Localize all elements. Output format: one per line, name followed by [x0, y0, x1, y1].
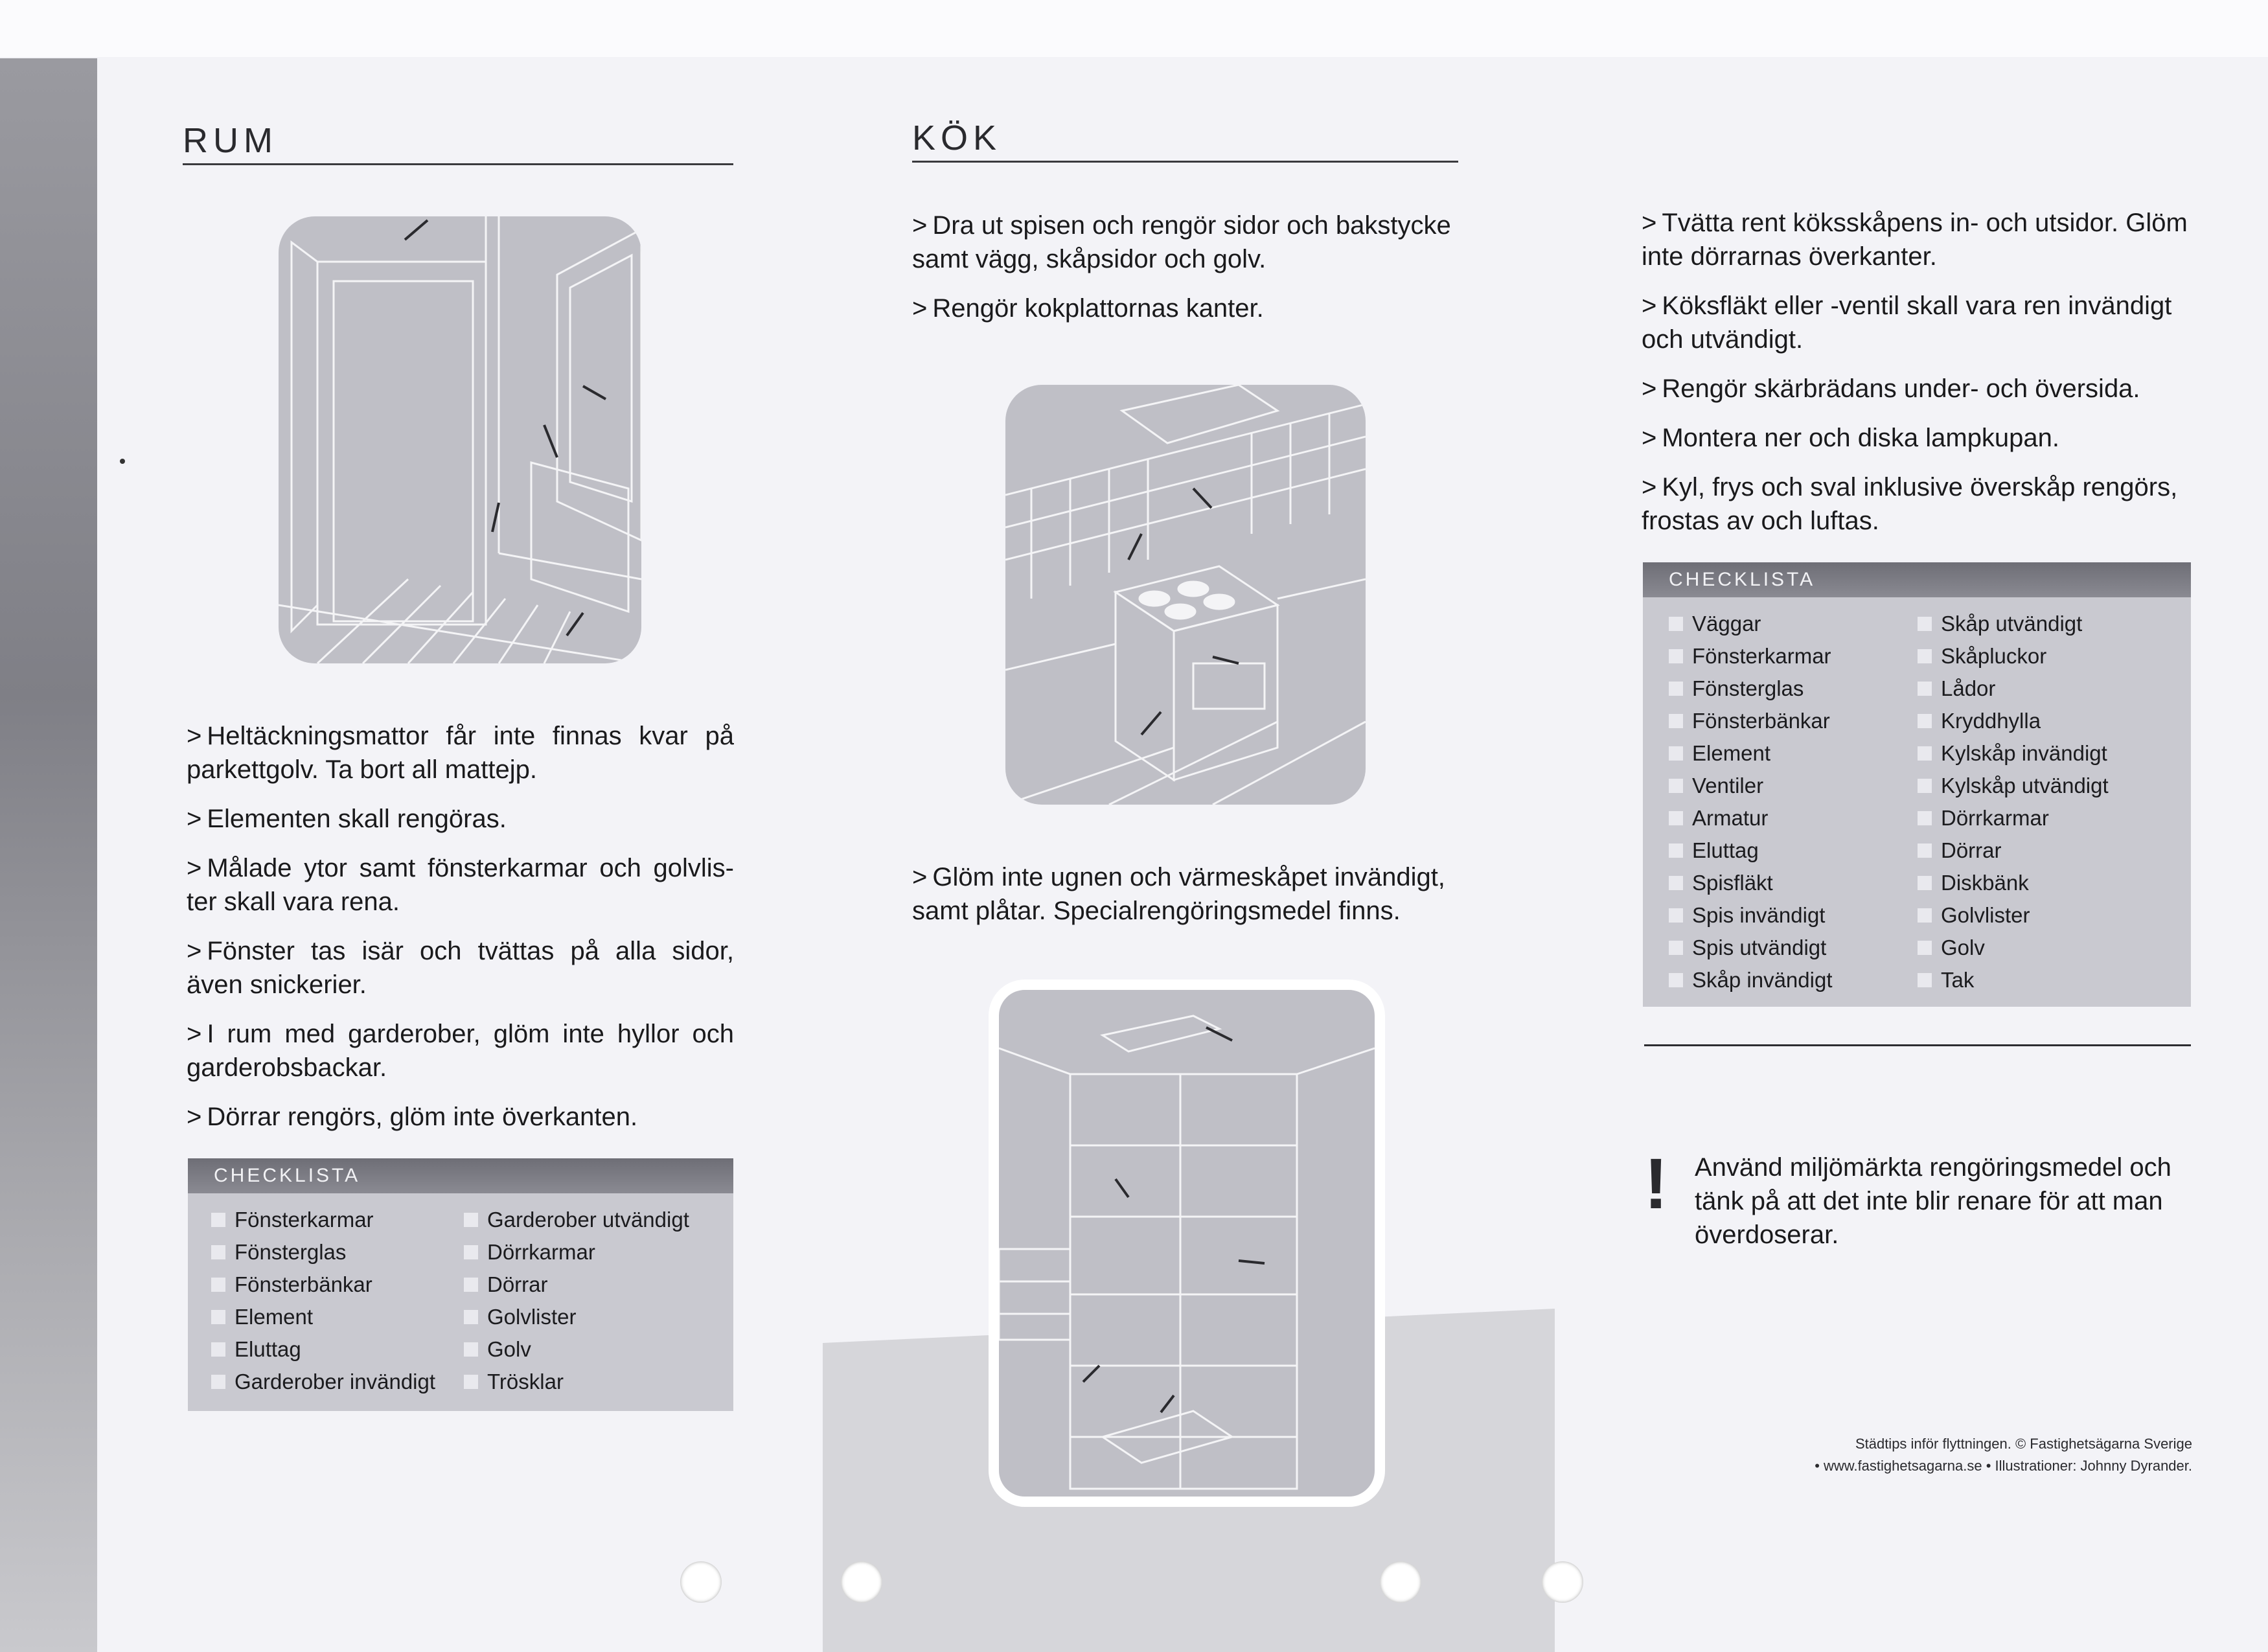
rum-bullet [187, 719, 734, 786]
checklist-label: Golv [487, 1337, 531, 1361]
checklist-item[interactable] [1669, 640, 1918, 672]
checkbox[interactable] [1669, 876, 1683, 890]
bullet-marker: > [1642, 292, 1657, 320]
right-bullet [1642, 421, 2191, 455]
bullet-text: Glöm inte ugnen och värmeskåpet invändigt, samt plåtar. Specialrengöringsmedel finns. [912, 863, 1445, 925]
checklist-label: Spis invändigt [1692, 903, 1826, 927]
checklist-label: Dörrkarmar [487, 1240, 595, 1264]
checkbox[interactable] [464, 1278, 478, 1292]
checklist-label: Garderober invändigt [235, 1370, 436, 1394]
checklist-label: Skåpluckor [1941, 644, 2047, 668]
bullet-text: Köksfläkt eller -ventil skall vara ren invändigt och utvändigt. [1642, 292, 2172, 354]
kok-heading: KÖK [912, 118, 1458, 163]
stray-mark [120, 459, 125, 464]
checkbox[interactable] [1669, 908, 1683, 923]
checkbox[interactable] [1918, 714, 1932, 728]
checklist-column-left [211, 1204, 464, 1398]
checklist-item[interactable] [1918, 705, 2109, 737]
checklist-label: Lådor [1941, 676, 1996, 700]
checkbox[interactable] [1669, 617, 1683, 631]
checklist-label: Skåp utvändigt [1941, 612, 2083, 636]
checklist-item[interactable] [1918, 932, 2109, 964]
kok-bullet [912, 860, 1460, 928]
rum-bullet [187, 802, 734, 836]
checklist-item[interactable] [464, 1204, 689, 1236]
checklist-label: Golvlister [1941, 903, 2030, 927]
checklist-label: Dörrar [487, 1272, 548, 1296]
left-edge-band [0, 58, 97, 1652]
checklist-label: Skåp invändigt [1692, 968, 1833, 992]
stove-drawing [1005, 385, 1366, 805]
exclamation-icon: ! [1644, 1144, 1668, 1224]
checklist-item[interactable] [1669, 770, 1918, 802]
checkbox[interactable] [1669, 843, 1683, 858]
right-bullet [1642, 372, 2191, 406]
checklist-label: Element [1692, 741, 1771, 765]
checklist-label: Golvlister [487, 1305, 577, 1329]
checkbox[interactable] [1669, 649, 1683, 663]
checkbox[interactable] [1669, 714, 1683, 728]
checklist-label: Väggar [1692, 612, 1761, 636]
checkbox[interactable] [464, 1213, 478, 1227]
checkbox[interactable] [1669, 941, 1683, 955]
bullet-marker: > [187, 937, 202, 965]
bullet-marker: > [187, 722, 202, 750]
checklist-column-left [1669, 608, 1918, 996]
bullet-marker: > [1642, 473, 1657, 501]
checkbox[interactable] [464, 1245, 478, 1259]
checklist-item[interactable] [1669, 737, 1918, 770]
checklist-item[interactable] [211, 1333, 464, 1366]
checkbox[interactable] [1918, 843, 1932, 858]
checkbox[interactable] [1918, 649, 1932, 663]
checklist-item[interactable] [1918, 672, 2109, 705]
rum-heading: RUM [183, 120, 733, 165]
checklist-label: Trösklar [487, 1370, 564, 1394]
checkbox[interactable] [1918, 811, 1932, 825]
right-bullet-list [1642, 206, 2191, 553]
checklist-item[interactable] [1669, 867, 1918, 899]
environment-note: Använd miljömärkta rengöringsmedel och tänk på att det inte blir renare för att man överdoserar. [1695, 1153, 2171, 1249]
checkbox[interactable] [211, 1342, 225, 1357]
bullet-text: Tvätta rent köksskåpens in- och utsidor. Glöm inte dörrarnas överkanter. [1642, 209, 2188, 271]
right-bullet [1642, 470, 2191, 538]
binder-hole [680, 1561, 722, 1603]
bullet-text: Rengör skärbrädans under- och översida. [1662, 374, 2140, 403]
checklist-column-right [464, 1204, 689, 1398]
checklist-label: Spis utvändigt [1692, 935, 1827, 959]
checkbox[interactable] [1669, 973, 1683, 987]
checkbox[interactable] [1918, 941, 1932, 955]
checklist-title: CHECKLISTA [188, 1158, 733, 1193]
bullet-marker: > [1642, 209, 1657, 237]
bullet-marker: > [187, 854, 202, 882]
checklist-label: Fönsterkarmar [1692, 644, 1831, 668]
bullet-marker: > [187, 805, 202, 833]
stove-illustration [1005, 385, 1366, 805]
checklist-label: Tak [1941, 968, 1975, 992]
checkbox[interactable] [1918, 908, 1932, 923]
checklist-label: Fönsterbänkar [235, 1272, 372, 1296]
credit-line: Städtips inför flyttningen. © Fastighetsägarna Sverige [1855, 1436, 2192, 1452]
checklist-label: Fönsterkarmar [235, 1208, 374, 1232]
checkbox[interactable] [1918, 973, 1932, 987]
right-bullet [1642, 206, 2191, 273]
bullet-text: Målade ytor samt fönsterkarmar och golvlis-ter skall vara rena. [187, 854, 734, 916]
binder-hole [1380, 1561, 1421, 1603]
checklist-item[interactable] [211, 1366, 464, 1398]
checklist-item[interactable] [1918, 737, 2109, 770]
bullet-text: Kyl, frys och sval inklusive överskåp rengörs, frostas av och luftas. [1642, 473, 2178, 535]
checklist-item[interactable] [1918, 867, 2109, 899]
checklist-label: Kryddhylla [1941, 709, 2041, 733]
checklist-item[interactable] [464, 1333, 689, 1366]
checklist-item[interactable] [1918, 608, 2109, 640]
checklist-item[interactable] [211, 1301, 464, 1333]
checkbox[interactable] [1669, 811, 1683, 825]
checkbox[interactable] [1669, 746, 1683, 761]
checkbox[interactable] [464, 1375, 478, 1389]
credit-line: • www.fastighetsagarna.se • Illustrationer: Johnny Dyrander. [1815, 1458, 2192, 1474]
bullet-text: Montera ner och diska lampkupan. [1662, 424, 2060, 452]
credits [1620, 1433, 2192, 1477]
kok-bullet [912, 209, 1460, 276]
bullet-marker: > [1642, 424, 1657, 452]
checklist-item[interactable] [211, 1236, 464, 1268]
checklist-label: Dörrar [1941, 838, 2002, 862]
fridge-illustration [989, 980, 1385, 1507]
bullet-text: Dra ut spisen och rengör sidor och bakstycke samt vägg, skåpsidor och golv. [912, 211, 1451, 273]
checklist-label: Garderober utvändigt [487, 1208, 689, 1232]
checklist-item[interactable] [1669, 932, 1918, 964]
checkbox[interactable] [1918, 617, 1932, 631]
checklist-label: Fönsterglas [235, 1240, 347, 1264]
rum-bullet [187, 1017, 734, 1084]
kok-bullet-list-mid [912, 860, 1460, 943]
checklist-item[interactable] [1669, 899, 1918, 932]
checklist-item[interactable] [1669, 802, 1918, 834]
checklist-item[interactable] [1918, 640, 2109, 672]
bullet-text: Fönster tas isär och tvättas på alla sidor, även snickerier. [187, 937, 734, 999]
rum-bullet [187, 851, 734, 919]
bullet-text: Dörrar rengörs, glöm inte överkanten. [207, 1103, 638, 1131]
checkbox[interactable] [1918, 746, 1932, 761]
checkbox[interactable] [1669, 779, 1683, 793]
bullet-marker: > [187, 1020, 202, 1048]
checkbox[interactable] [211, 1278, 225, 1292]
fridge-drawing [999, 990, 1375, 1497]
checkbox[interactable] [1918, 779, 1932, 793]
checkbox[interactable] [1918, 876, 1932, 890]
rum-bullet-list [187, 719, 734, 1149]
bullet-marker: > [912, 863, 928, 891]
checklist-item[interactable] [464, 1301, 689, 1333]
checklist-label: Eluttag [235, 1337, 301, 1361]
page-top-margin [0, 0, 2268, 57]
kok-checklist [1643, 562, 2191, 1007]
kok-bullet-list-top [912, 209, 1460, 341]
checkbox[interactable] [1918, 682, 1932, 696]
checkbox[interactable] [1669, 682, 1683, 696]
checklist-title: CHECKLISTA [1643, 562, 2191, 597]
checklist-item[interactable] [1669, 705, 1918, 737]
checklist-item[interactable] [1669, 964, 1918, 996]
checkbox[interactable] [211, 1213, 225, 1227]
checklist-item[interactable] [211, 1268, 464, 1301]
bullet-text: Elementen skall rengöras. [207, 805, 507, 833]
checklist-item[interactable] [1669, 834, 1918, 867]
checklist-label: Golv [1941, 935, 1985, 959]
checklist-item[interactable] [1918, 802, 2109, 834]
checklist-item[interactable] [1918, 834, 2109, 867]
checkbox[interactable] [464, 1310, 478, 1324]
kok-bullet [912, 292, 1460, 325]
checkbox[interactable] [211, 1310, 225, 1324]
checklist-item[interactable] [1918, 770, 2109, 802]
checkbox[interactable] [211, 1375, 225, 1389]
checklist-label: Fönsterglas [1692, 676, 1804, 700]
checklist-label: Eluttag [1692, 838, 1759, 862]
checklist-label: Fönsterbänkar [1692, 709, 1830, 733]
checklist-item[interactable] [1918, 899, 2109, 932]
binder-hole [1542, 1561, 1583, 1603]
right-bullet [1642, 289, 2191, 356]
binder-hole [841, 1561, 882, 1603]
checklist-label: Kylskåp invändigt [1941, 741, 2107, 765]
checklist-item[interactable] [464, 1366, 689, 1398]
checklist-item[interactable] [1669, 672, 1918, 705]
checklist-item[interactable] [1669, 608, 1918, 640]
bullet-marker: > [1642, 374, 1657, 403]
bullet-marker: > [187, 1103, 202, 1131]
bullet-text: Heltäckningsmattor får inte finnas kvar på parkettgolv. Ta bort all mattejp. [187, 722, 734, 784]
bullet-marker: > [912, 211, 928, 240]
checklist-label: Armatur [1692, 806, 1769, 830]
checklist-label: Element [235, 1305, 314, 1329]
rum-checklist [188, 1158, 733, 1411]
checkbox[interactable] [464, 1342, 478, 1357]
checkbox[interactable] [211, 1245, 225, 1259]
checklist-label: Diskbänk [1941, 871, 2029, 895]
section-divider [1644, 1044, 2191, 1046]
checklist-label: Ventiler [1692, 774, 1764, 797]
checklist-item[interactable] [211, 1204, 464, 1236]
bullet-marker: > [912, 294, 928, 323]
checklist-label: Spisfläkt [1692, 871, 1773, 895]
checklist-item[interactable] [464, 1236, 689, 1268]
checklist-item[interactable] [464, 1268, 689, 1301]
bullet-text: I rum med garderober, glöm inte hyllor och garderobsbackar. [187, 1020, 734, 1082]
rum-bullet [187, 934, 734, 1002]
checklist-item[interactable] [1918, 964, 2109, 996]
checklist-label: Dörrkarmar [1941, 806, 2049, 830]
room-door-illustration [279, 216, 641, 663]
rum-bullet [187, 1100, 734, 1134]
room-drawing [279, 216, 641, 663]
checklist-label: Kylskåp utvändigt [1941, 774, 2109, 797]
checklist-column-right [1918, 608, 2109, 996]
bullet-text: Rengör kokplattornas kanter. [932, 294, 1264, 323]
